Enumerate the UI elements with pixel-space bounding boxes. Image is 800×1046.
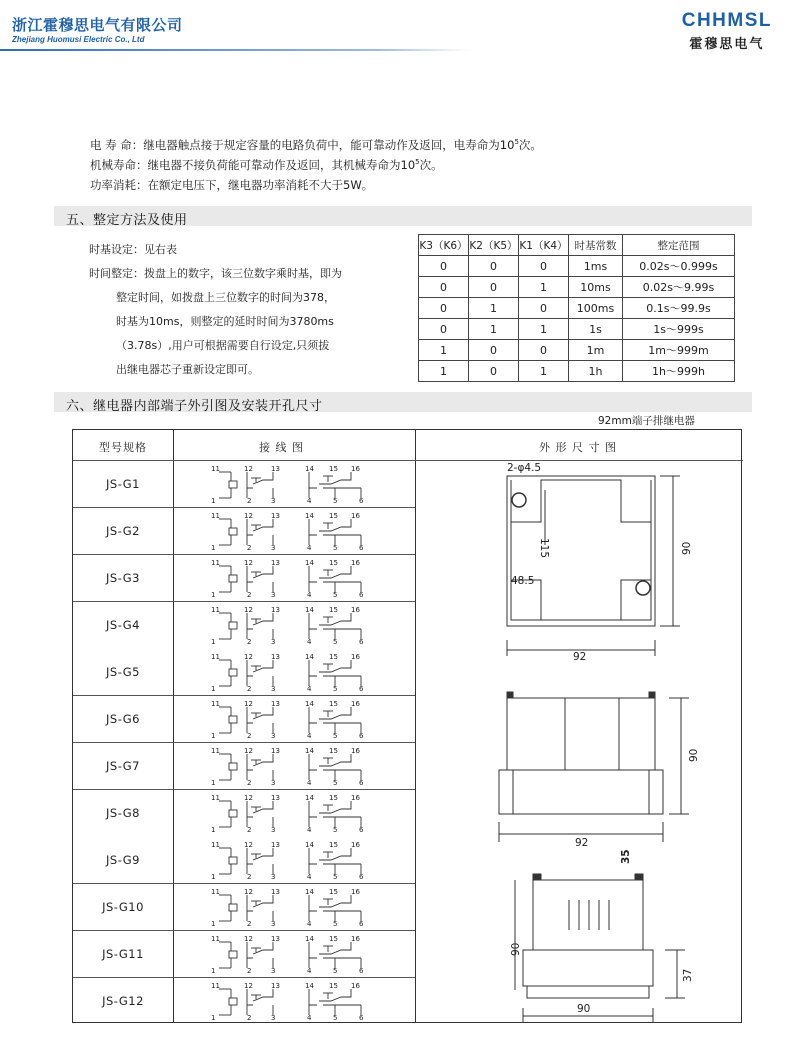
terminal-label: 16	[351, 653, 360, 661]
terminal-label: 4	[307, 497, 312, 504]
terminal-label: 4	[307, 779, 312, 786]
terminal-label: 14	[305, 982, 314, 990]
logo-cn: 霍穆思电气	[689, 37, 765, 52]
company-name: 浙江霍穆思电气有限公司	[12, 16, 183, 34]
terminal-label: 4	[307, 544, 312, 551]
table-cell: 10ms	[569, 277, 623, 298]
table-cell: 0	[469, 256, 519, 277]
terminal-label: 3	[271, 544, 276, 551]
terminal-label: 16	[351, 559, 360, 567]
mount-hole	[512, 493, 526, 507]
terminal-label: 5	[333, 544, 338, 551]
setting-line: 整定时间，如拨盘上三位数字的时间为378，	[116, 291, 335, 304]
terminal-label: 14	[305, 841, 314, 849]
terminal-label: 2	[247, 920, 252, 927]
table-header: K2（K5）	[469, 235, 519, 256]
terminal-label: 5	[333, 779, 338, 786]
terminal-label: 15	[329, 465, 338, 473]
table-cell: 0	[519, 340, 569, 361]
terminal-label: 4	[307, 1014, 312, 1021]
table-cell: 0	[469, 340, 519, 361]
dim-90: 90	[681, 541, 693, 555]
terminal-label: 13	[271, 747, 280, 755]
dim-92: 92	[573, 651, 587, 663]
terminal-label: 14	[305, 465, 314, 473]
terminal-label: 5	[333, 497, 338, 504]
terminal-label: 16	[351, 606, 360, 614]
terminal-label: 2	[247, 826, 252, 833]
model-label: JS-G8	[106, 806, 140, 820]
table-cell: 1	[519, 319, 569, 340]
terminal-label: 16	[351, 841, 360, 849]
terminal-label: 13	[271, 465, 280, 473]
wiring-diagram	[211, 981, 381, 1021]
terminal-label: 15	[329, 700, 338, 708]
company-name-en: Zhejiang Huomusi Electric Co., Ltd	[12, 35, 145, 44]
table-header: K3（K6）	[419, 235, 469, 256]
terminal-label: 16	[351, 700, 360, 708]
terminal-label: 6	[359, 638, 364, 645]
terminal-label: 15	[329, 606, 338, 614]
terminal-label: 5	[333, 638, 338, 645]
terminal-label: 13	[271, 982, 280, 990]
table-cell: 0	[519, 298, 569, 319]
terminal-label: 12	[244, 465, 253, 473]
terminal-label: 5	[333, 732, 338, 739]
terminal-label: 4	[307, 873, 312, 880]
section-5-bar	[54, 206, 752, 226]
terminal-label: 5	[333, 920, 338, 927]
terminal-label: 6	[359, 497, 364, 504]
terminal-label: 11	[211, 465, 220, 473]
terminal-label: 6	[359, 826, 364, 833]
model-label: JS-G2	[106, 524, 140, 538]
table-cell: 0.1s～99.9s	[623, 298, 735, 319]
terminal-label: 5	[333, 1014, 338, 1021]
terminal-label: 14	[305, 888, 314, 896]
terminal-label: 13	[271, 841, 280, 849]
spec-electrical-life: 电 寿 命：继电器触点接于规定容量的电路负荷中，能可靠动作及返回，电寿命为$10^5$次。	[90, 138, 542, 152]
model-label: JS-G4	[106, 618, 140, 632]
terminal-label: 4	[307, 920, 312, 927]
terminal-label: 16	[351, 747, 360, 755]
time-base-table	[418, 234, 735, 382]
wiring-diagram	[211, 464, 381, 504]
table-cell: 100ms	[569, 298, 623, 319]
setting-line: 时基设定：见右表	[89, 243, 177, 256]
terminal-label: 3	[271, 497, 276, 504]
terminal-label: 2	[247, 638, 252, 645]
terminal-label: 4	[307, 591, 312, 598]
spec-mechanical-life: 机械寿命：继电器不接负荷能可靠动作及返回，其机械寿命为$10^5$次。	[90, 158, 443, 172]
terminal-label: 1	[211, 732, 216, 739]
wiring-diagram	[211, 934, 381, 974]
table-cell: 1ms	[569, 256, 623, 277]
table-header: 整定范围	[623, 235, 735, 256]
terminal-table	[72, 429, 742, 1023]
terminal-label: 5	[333, 826, 338, 833]
terminal-label: 1	[211, 967, 216, 974]
terminal-label: 15	[329, 794, 338, 802]
terminal-label: 3	[271, 1014, 276, 1021]
terminal-label: 13	[271, 794, 280, 802]
terminal-label: 15	[329, 512, 338, 520]
terminal-label: 12	[244, 747, 253, 755]
terminal-label: 3	[271, 967, 276, 974]
terminal-label: 14	[305, 935, 314, 943]
table-row	[419, 298, 735, 319]
table-cell: 0	[469, 277, 519, 298]
header-divider	[0, 49, 470, 51]
terminal-label: 11	[211, 512, 220, 520]
terminal-label: 3	[271, 685, 276, 692]
terminal-label: 2	[247, 967, 252, 974]
terminal-label: 3	[271, 591, 276, 598]
table-cell: 1m～999m	[623, 340, 735, 361]
terminal-label: 16	[351, 465, 360, 473]
terminal-label: 6	[359, 967, 364, 974]
terminal-label: 12	[244, 935, 253, 943]
terminal-label: 14	[305, 747, 314, 755]
terminal-label: 14	[305, 559, 314, 567]
table-row	[419, 361, 735, 382]
terminal-label: 4	[307, 732, 312, 739]
dim-35: 35	[620, 849, 632, 864]
terminal-label: 2	[247, 1014, 252, 1021]
table-cell: 0	[519, 256, 569, 277]
terminal-label: 15	[329, 935, 338, 943]
terminal-label: 6	[359, 591, 364, 598]
terminal-label: 5	[333, 873, 338, 880]
dimension-drawings	[415, 460, 743, 1024]
table-cell: 1m	[569, 340, 623, 361]
table-cell: 0	[419, 277, 469, 298]
dim-92: 92	[575, 837, 589, 849]
table-cell: 1h	[569, 361, 623, 382]
terminal-label: 14	[305, 794, 314, 802]
terminal-label: 11	[211, 935, 220, 943]
section-6-bar	[54, 392, 752, 412]
terminal-label: 3	[271, 638, 276, 645]
model-label: JS-G11	[102, 947, 144, 961]
terminal-label: 16	[351, 935, 360, 943]
terminal-label: 5	[333, 685, 338, 692]
setting-line: 时基为10ms，则整定的延时时间为3780ms	[116, 315, 334, 328]
model-label: JS-G7	[106, 759, 140, 773]
terminal-label: 5	[333, 967, 338, 974]
terminal-label: 3	[271, 873, 276, 880]
terminal-label: 12	[244, 700, 253, 708]
wiring-diagram	[211, 746, 381, 786]
dim-115: 115	[538, 538, 550, 559]
terminal-label: 15	[329, 841, 338, 849]
terminal-label: 15	[329, 888, 338, 896]
terminal-label: 13	[271, 653, 280, 661]
table-cell: 1	[419, 361, 469, 382]
model-label: JS-G10	[102, 900, 144, 914]
dim-90: 90	[577, 1003, 591, 1015]
setting-line: （3.78s）,用户可根据需要自行设定,只须拔	[116, 339, 330, 352]
terminal-label: 12	[244, 512, 253, 520]
table-cell: 1s～999s	[623, 319, 735, 340]
terminal-label: 3	[271, 732, 276, 739]
dim-90: 90	[688, 748, 700, 762]
model-label: JS-G9	[106, 853, 140, 867]
terminal-label: 11	[211, 606, 220, 614]
wiring-diagram	[211, 511, 381, 551]
terminal-label: 16	[351, 982, 360, 990]
terminal-label: 16	[351, 888, 360, 896]
table-header: K1（K4）	[519, 235, 569, 256]
terminal-label: 15	[329, 747, 338, 755]
terminal-label: 3	[271, 826, 276, 833]
brand-logo	[682, 10, 772, 52]
terminal-label: 5	[333, 591, 338, 598]
terminal-label: 11	[211, 841, 220, 849]
setting-line: 时间整定：拨盘上的数字，该三位数字乘时基，即为	[89, 267, 342, 280]
terminal-label: 6	[359, 732, 364, 739]
terminal-label: 13	[271, 700, 280, 708]
dim-48-5: 48.5	[511, 575, 535, 587]
table-cell: 0.02s～9.99s	[623, 277, 735, 298]
terminal-label: 11	[211, 794, 220, 802]
section-6-title: 六、继电器内部端子外引图及安装开孔尺寸	[66, 399, 323, 414]
terminal-label: 2	[247, 732, 252, 739]
table-header-row	[419, 235, 735, 256]
mount-hole	[636, 581, 650, 595]
terminal-label: 13	[271, 606, 280, 614]
terminal-label: 1	[211, 544, 216, 551]
spec-power: 功率消耗：在额定电压下，继电器功率消耗不大于5W。	[90, 178, 374, 192]
table-row	[419, 319, 735, 340]
wiring-diagram	[211, 699, 381, 739]
setting-line: 出继电器芯子重新设定即可。	[116, 363, 259, 376]
terminal-label: 11	[211, 747, 220, 755]
section-5-title: 五、整定方法及使用	[66, 213, 188, 228]
logo-mark: CHHMSL	[681, 10, 772, 31]
terminal-label: 15	[329, 559, 338, 567]
table-cell: 1s	[569, 319, 623, 340]
terminal-label: 12	[244, 606, 253, 614]
col-header-wiring: 接 线 图	[259, 441, 304, 454]
terminal-label: 6	[359, 1014, 364, 1021]
col-header-model: 型号规格	[99, 441, 147, 454]
terminal-label: 6	[359, 685, 364, 692]
wiring-diagram	[211, 840, 381, 880]
terminal-label: 1	[211, 826, 216, 833]
terminal-label: 1	[211, 1014, 216, 1021]
terminal-label: 2	[247, 685, 252, 692]
col-header-dimensions: 外 形 尺 寸 图	[539, 441, 617, 454]
wiring-diagram	[211, 793, 381, 833]
terminal-label: 1	[211, 779, 216, 786]
table-cell: 0	[419, 298, 469, 319]
terminal-label: 12	[244, 559, 253, 567]
model-label: JS-G5	[106, 665, 140, 679]
terminal-label: 11	[211, 888, 220, 896]
relay-caption: 92mm端子排继电器	[598, 415, 695, 427]
table-cell: 0	[419, 256, 469, 277]
table-row	[419, 340, 735, 361]
terminal-label: 12	[244, 794, 253, 802]
wiring-diagram	[211, 558, 381, 598]
terminal-label: 4	[307, 826, 312, 833]
terminal-label: 12	[244, 653, 253, 661]
table-cell: 0.02s～0.999s	[623, 256, 735, 277]
model-label: JS-G12	[102, 994, 144, 1008]
model-label: JS-G1	[106, 477, 140, 491]
table-row	[419, 277, 735, 298]
terminal-label: 13	[271, 935, 280, 943]
table-cell: 1	[419, 340, 469, 361]
terminal-label: 6	[359, 873, 364, 880]
table-cell: 0	[419, 319, 469, 340]
wiring-diagram	[211, 605, 381, 645]
terminal-label: 13	[271, 512, 280, 520]
terminal-label: 6	[359, 544, 364, 551]
terminal-label: 13	[271, 559, 280, 567]
table-cell: 0	[469, 361, 519, 382]
terminal-label: 11	[211, 700, 220, 708]
model-label: JS-G6	[106, 712, 140, 726]
terminal-label: 13	[271, 888, 280, 896]
table-cell: 1	[519, 277, 569, 298]
table-header: 时基常数	[569, 235, 623, 256]
terminal-label: 11	[211, 653, 220, 661]
terminal-label: 1	[211, 685, 216, 692]
terminal-label: 1	[211, 591, 216, 598]
wiring-diagram	[211, 652, 381, 692]
terminal-label: 4	[307, 638, 312, 645]
terminal-label: 15	[329, 982, 338, 990]
terminal-label: 14	[305, 512, 314, 520]
dim-90: 90	[510, 942, 522, 956]
table-row	[419, 256, 735, 277]
dim-37: 37	[682, 968, 694, 982]
terminal-label: 3	[271, 779, 276, 786]
terminal-label: 12	[244, 888, 253, 896]
model-label: JS-G3	[106, 571, 140, 585]
terminal-label: 16	[351, 512, 360, 520]
terminal-label: 1	[211, 638, 216, 645]
terminal-label: 4	[307, 967, 312, 974]
table-cell: 1h～999h	[623, 361, 735, 382]
terminal-label: 11	[211, 982, 220, 990]
table-cell: 1	[469, 298, 519, 319]
terminal-label: 4	[307, 685, 312, 692]
terminal-label: 14	[305, 700, 314, 708]
terminal-label: 1	[211, 873, 216, 880]
terminal-label: 2	[247, 873, 252, 880]
terminal-label: 11	[211, 559, 220, 567]
terminal-label: 6	[359, 779, 364, 786]
terminal-label: 1	[211, 920, 216, 927]
terminal-label: 14	[305, 606, 314, 614]
terminal-label: 14	[305, 653, 314, 661]
terminal-label: 1	[211, 497, 216, 504]
table-cell: 1	[469, 319, 519, 340]
terminal-label: 2	[247, 497, 252, 504]
terminal-label: 15	[329, 653, 338, 661]
terminal-label: 12	[244, 982, 253, 990]
terminal-label: 2	[247, 591, 252, 598]
top-view-outline	[507, 476, 655, 626]
terminal-label: 6	[359, 920, 364, 927]
terminal-label: 2	[247, 544, 252, 551]
table-cell: 1	[519, 361, 569, 382]
wiring-diagram	[211, 887, 381, 927]
terminal-label: 12	[244, 841, 253, 849]
dim-hole: 2-φ4.5	[507, 462, 542, 474]
terminal-label: 2	[247, 779, 252, 786]
terminal-label: 16	[351, 794, 360, 802]
terminal-label: 3	[271, 920, 276, 927]
